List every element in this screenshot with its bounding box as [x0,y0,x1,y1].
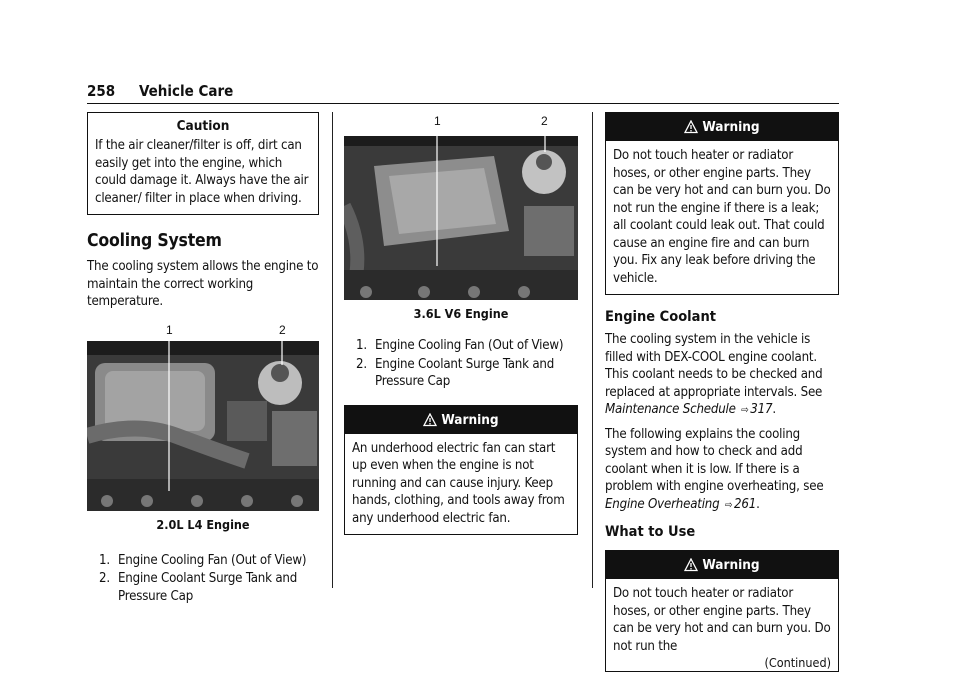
warning-header [345,406,577,434]
maintenance-schedule-link[interactable]: Maintenance Schedule [605,402,736,417]
engine-figure-l4 [87,321,319,532]
cooling-system-heading: Cooling System [87,231,222,251]
warning-text: An underhood electric fan can start up even when the engine is not running and can cause injury. Keep hands, clothing, and tools away from any underhood electric fan. [352,440,565,526]
page-ref-number[interactable]: 261 [734,496,757,512]
page-ref-number[interactable]: 317 [750,402,773,417]
continued-label: (Continued) [764,655,831,670]
warning-title: Warning [702,119,760,135]
list-item [87,570,319,605]
engine-overheating-link[interactable]: Engine Overheating [605,496,720,512]
punctuation: . [772,402,776,417]
callout-number: 2 [279,322,286,337]
callout-number: 1 [166,322,173,337]
list-item [344,356,578,391]
punctuation: . [756,496,760,512]
list-text: Engine Coolant Surge Tank and Pressure Cap [375,356,555,389]
section-title: Vehicle Care [139,82,234,100]
list-number: 2. [99,571,110,586]
what-to-use-heading: What to Use [605,524,696,540]
warning-text: Do not touch heater or radiator hoses, or other engine parts. They can be very hot and can burn you. Do not run the engine if there is a leak; all coolant could leak out. That could cause an engine fire and can burn you. Fix any leak before driving the vehicle. [613,148,831,286]
column-middle [344,114,578,535]
engine-coolant-paragraph-2 [605,426,839,515]
warning-box-fan [344,405,578,536]
callout-number: 1 [434,114,441,128]
column-right [605,112,839,672]
paragraph-text: The following explains the cooling system and how to check and add coolant when it is low. If there is a problem with engine overheating, see [605,426,824,494]
warning-box-hoses [605,112,839,295]
list-text: Engine Cooling Fan (Out of View) [118,552,307,568]
caution-text: If the air cleaner/filter is off, dirt can easily get into the engine, which could damage it. Always have the air cleaner/ filter in place when driving. [95,138,309,206]
cooling-system-intro: The cooling system allows the engine to maintain the correct working temperature. [87,259,319,309]
warning-triangle-icon [684,558,698,572]
engine-bay-photo-l4 [87,341,319,511]
warning-triangle-icon [423,413,437,427]
page-ref-arrow-icon: ⇨ [724,499,733,511]
engine-coolant-heading: Engine Coolant [605,309,716,325]
engine-bay-illustration [344,136,578,300]
engine-bay-photo-v6 [344,136,578,300]
engine-coolant-paragraph-1 [605,331,839,420]
paragraph-text: The cooling system in the vehicle is filled with DEX-COOL engine coolant. This coolant needs to be checked and replaced at appropriate intervals. See [605,332,823,400]
callout-list [87,552,319,606]
page-ref-arrow-icon: ⇨ [741,405,749,416]
engine-figure-v6 [344,114,578,321]
warning-header [606,113,838,141]
list-number: 2. [356,356,367,372]
warning-title: Warning [441,411,499,428]
warning-text: Do not touch heater or radiator hoses, or other engine parts. They can be very hot and can burn you. Do not run the [613,586,831,654]
column-divider [332,112,333,588]
caution-title: Caution [176,118,230,134]
list-text: Engine Cooling Fan (Out of View) [375,338,564,353]
warning-title: Warning [702,557,760,573]
page-header [87,82,839,104]
column-left [87,112,319,606]
figure-caption: 3.6L V6 Engine [413,306,509,321]
list-number: 1. [99,552,110,568]
list-item [87,552,319,570]
warning-header [606,551,838,579]
warning-triangle-icon [684,120,698,134]
warning-box-what-to-use [605,550,839,672]
column-divider [592,112,593,588]
list-text: Engine Coolant Surge Tank and Pressure Cap [118,571,298,604]
engine-bay-illustration [87,341,319,511]
callout-number: 2 [541,114,548,128]
list-item [344,337,578,355]
page-number: 258 [87,82,116,100]
caution-box [87,112,319,215]
callout-list [344,337,578,391]
list-number: 1. [356,338,367,353]
figure-caption: 2.0L L4 Engine [156,516,250,532]
